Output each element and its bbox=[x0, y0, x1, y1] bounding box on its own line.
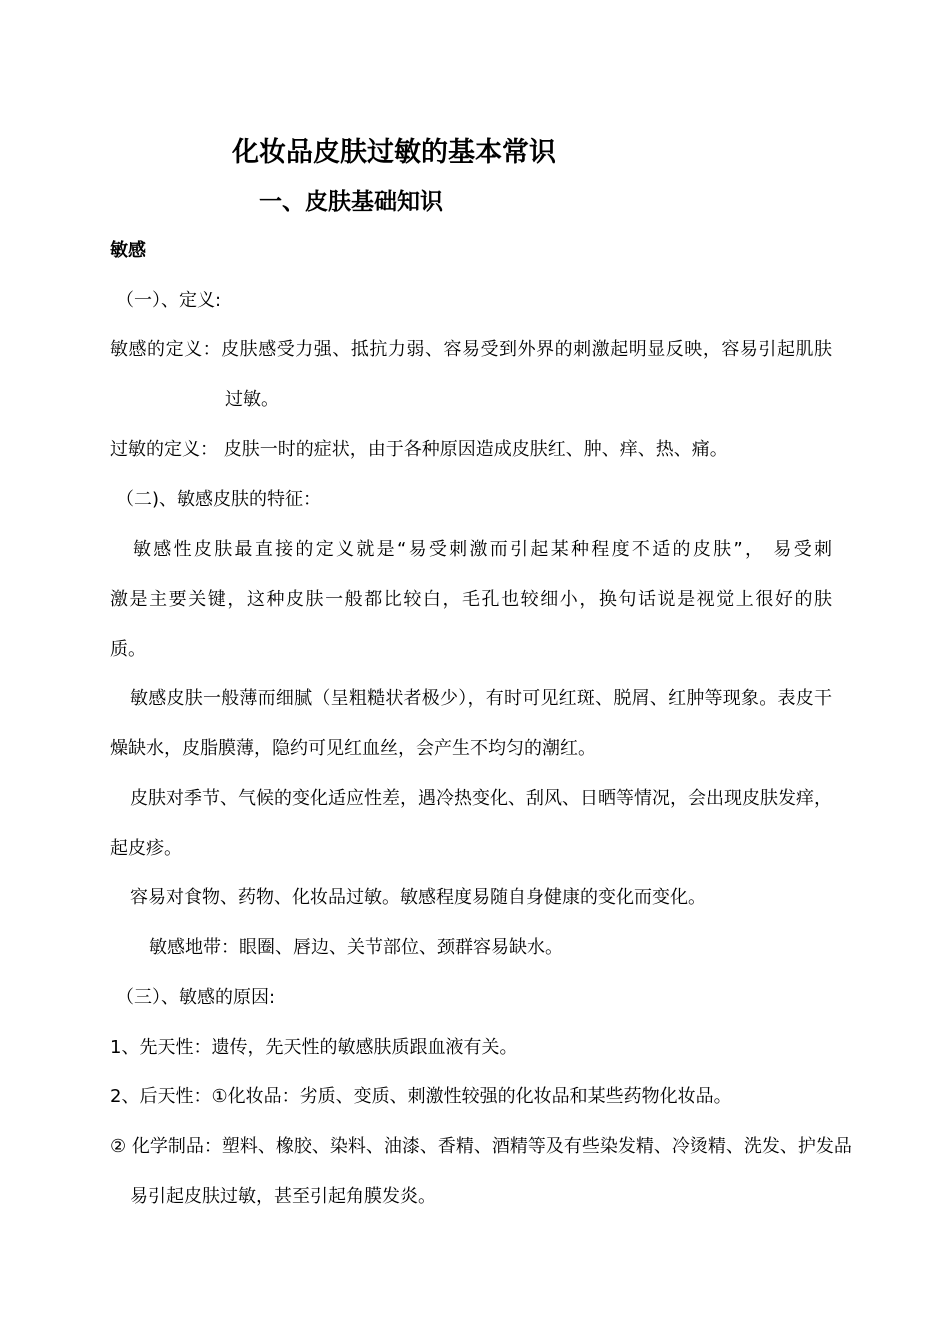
paragraph-1-line3: 质。 bbox=[110, 639, 146, 660]
paragraph-2-line1: 敏感皮肤一般薄而细腻（呈粗糙状者极少），有时可见红斑、脱屑、红肿等现象。表皮干 bbox=[130, 688, 832, 709]
subsection-heading-definition: （一）、定义: bbox=[116, 290, 222, 311]
subsection-heading-features: （二)、敏感皮肤的特征： bbox=[116, 489, 322, 510]
paragraph-4: 容易对食物、药物、化妆品过敏。敏感程度易随自身健康的变化而变化。 bbox=[130, 887, 706, 908]
paragraph-1-line1: 敏感性皮肤最直接的定义就是“易受刺激而引起某种程度不适的皮肤”， 易受刺 bbox=[133, 539, 832, 560]
paragraph-1-line2: 激是主要关键，这种皮肤一般都比较白，毛孔也较细小，换句话说是视觉上很好的肤 bbox=[110, 589, 832, 610]
definition-sensitive-line2: 过敏。 bbox=[225, 389, 279, 410]
cause-congenital: 1、先天性：遗传，先天性的敏感肤质跟血液有关。 bbox=[110, 1037, 518, 1058]
document-title: 化妆品皮肤过敏的基本常识 bbox=[232, 137, 556, 168]
paragraph-2-line2: 燥缺水，皮脂膜薄，隐约可见红血丝，会产生不均匀的潮红。 bbox=[110, 738, 596, 759]
topic-heading: 敏感 bbox=[110, 240, 146, 261]
subsection-heading-causes: （三）、敏感的原因: bbox=[116, 987, 276, 1008]
definition-allergy: 过敏的定义： 皮肤一时的症状，由于各种原因造成皮肤红、肿、痒、热、痛。 bbox=[110, 439, 728, 460]
paragraph-5: 敏感地带：眼圈、唇边、关节部位、颈群容易缺水。 bbox=[149, 937, 563, 958]
definition-sensitive-line1: 敏感的定义：皮肤感受力强、抵抗力弱、容易受到外界的刺激起明显反映，容易引起肌肤 bbox=[110, 339, 832, 360]
paragraph-3-line2: 起皮疹。 bbox=[110, 838, 182, 859]
cause-chemical-line2: 易引起皮肤过敏，甚至引起角膜发炎。 bbox=[130, 1186, 436, 1207]
section-heading: 一、皮肤基础知识 bbox=[259, 189, 443, 215]
paragraph-3-line1: 皮肤对季节、气候的变化适应性差，遇冷热变化、刮风、日晒等情况，会出现皮肤发痒， bbox=[130, 788, 832, 809]
cause-chemical-line1: ② 化学制品：塑料、橡胶、染料、油漆、香精、酒精等及有些染发精、冷烫精、洗发、护发品 bbox=[110, 1136, 852, 1157]
cause-acquired: 2、后天性：①化妆品：劣质、变质、刺激性较强的化妆品和某些药物化妆品。 bbox=[110, 1086, 732, 1107]
